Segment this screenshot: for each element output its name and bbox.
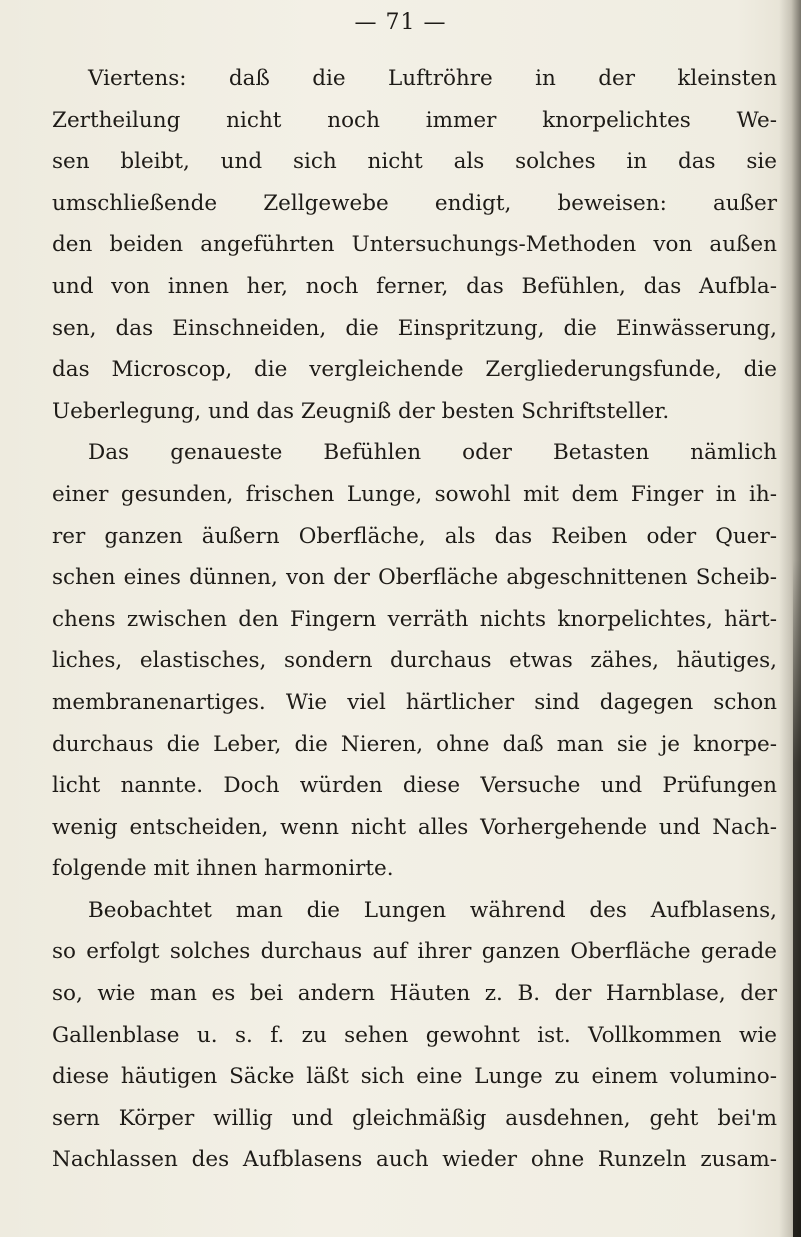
- text-line: umschließende Zellgewebe endigt, beweisen: außer: [52, 190, 777, 216]
- text-line: durchaus die Leber, die Nieren, ohne daß man sie je knorpe-: [52, 731, 777, 757]
- text-line: chens zwischen den Fingern verräth nichts knorpelichtes, härt-: [52, 606, 777, 632]
- text-line: das Microscop, die vergleichende Zergliederungsfunde, die: [52, 357, 777, 383]
- text-line: schen eines dünnen, von der Oberfläche abgeschnittenen Scheib-: [52, 565, 777, 591]
- page-edge-binding: [793, 560, 801, 1237]
- text-line: Gallenblase u. s. f. zu sehen gewohnt ist. Vollkommen wie: [52, 1022, 777, 1048]
- text-line: so, wie man es bei andern Häuten z. B. der Harnblase, der: [52, 981, 777, 1007]
- page-number: — 71 —: [354, 10, 447, 35]
- text-line: Das genaueste Befühlen oder Betasten nämlich: [88, 440, 777, 466]
- text-line: wenig entscheiden, wenn nicht alles Vorhergehende und Nach-: [52, 814, 777, 840]
- text-line: folgende mit ihnen harmonirte.: [52, 856, 394, 882]
- text-line: licht nannte. Doch würden diese Versuche und Prüfungen: [52, 773, 777, 799]
- body-text: [52, 58, 777, 1181]
- text-line: Ueberlegung, und das Zeugniß der besten Schriftsteller.: [52, 398, 670, 424]
- text-line: rer ganzen äußern Oberfläche, als das Reiben oder Quer-: [52, 523, 777, 549]
- text-line: den beiden angeführten Untersuchungs-Methoden von außen: [52, 232, 777, 258]
- text-line: sen, das Einschneiden, die Einspritzung, die Einwässerung,: [52, 315, 777, 341]
- text-line: Viertens: daß die Luftröhre in der kleinsten: [88, 66, 777, 91]
- text-line: membranenartiges. Wie viel härtlicher sind dagegen schon: [52, 689, 777, 715]
- text-line: liches, elastisches, sondern durchaus etwas zähes, häutiges,: [52, 648, 777, 674]
- text-line: Beobachtet man die Lungen während des Aufblasens,: [88, 897, 777, 923]
- text-line: so erfolgt solches durchaus auf ihrer ganzen Oberfläche gerade: [52, 939, 777, 965]
- text-line: diese häutigen Säcke läßt sich eine Lunge zu einem volumino-: [52, 1064, 777, 1090]
- text-line: einer gesunden, frischen Lunge, sowohl mit dem Finger in ih-: [52, 481, 777, 507]
- text-line: Zertheilung nicht noch immer knorpelichtes We-: [52, 107, 777, 133]
- text-line: sern Körper willig und gleichmäßig ausdehnen, geht bei'm: [52, 1105, 777, 1131]
- text-line: Nachlassen des Aufblasens auch wieder ohne Runzeln zusam-: [52, 1147, 777, 1173]
- text-line: sen bleibt, und sich nicht als solches in das sie: [52, 149, 777, 175]
- text-line: und von innen her, noch ferner, das Befühlen, das Aufbla-: [52, 273, 777, 299]
